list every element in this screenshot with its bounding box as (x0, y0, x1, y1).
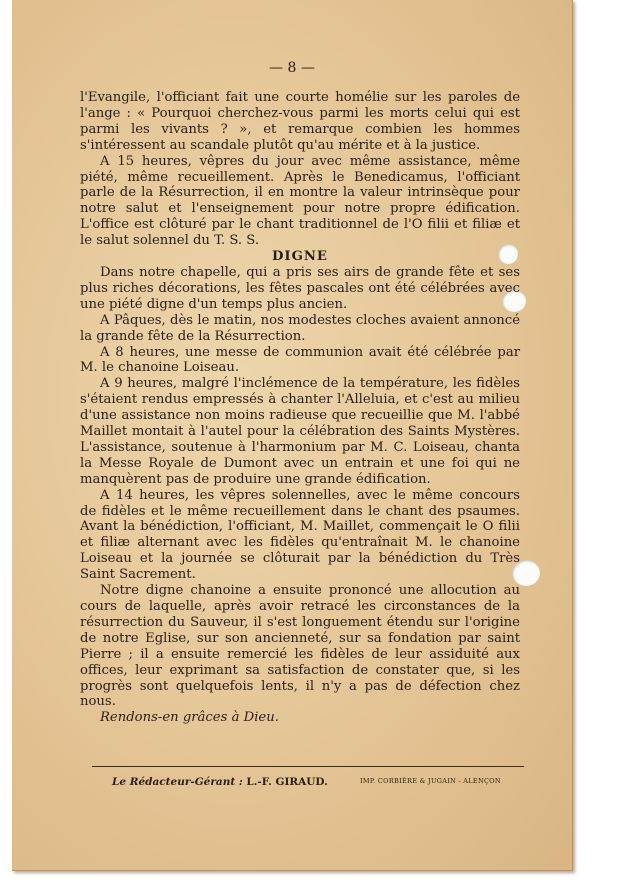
paragraph: Notre digne chanoine a ensuite prononcé une allocution au cours de laquelle, après avoir retracé les circonstances de la résurrection du Sauveur, il s'est longuement étendu sur l'origine de notre Eglise, sur son ancienneté, sur sa fondation par saint Pierre ; il a ensuite remercié les fidèles de leur assiduité aux offices, leur exprimant sa satisfaction de constater que, si les progrès sont quelquefois lents, il n'y a pas de défection chez nous. (80, 583, 520, 710)
paragraph: A Pâques, dès le matin, nos modestes cloches avaient annoncé la grande fête de la Résurrection. (80, 312, 520, 344)
editor-name: L.-F. GIRAUD. (246, 776, 328, 788)
section-heading: DIGNE (272, 249, 328, 265)
paragraph: Dans notre chapelle, qui a pris ses airs de grande fête et ses plus riches décorations, les fêtes pascales ont été célébrées avec une piété digne d'un temps plus ancien. (80, 264, 520, 312)
paragraph: A 15 heures, vêpres du jour avec même assistance, même piété, même recueillement. Après le Benedicamus, l'officiant parle de la Résurrection, il en montre la valeur intrinsèque pour notre salut et l'enseignement pour notre propre édification. L'office est clôturé par le chant traditionnel de l'O filii et filiæ et le salut solennel du T. S. S. (80, 153, 520, 249)
closing-line: Rendons-en grâces à Dieu. (100, 710, 279, 726)
paragraph: l'Evangile, l'officiant fait une courte homélie sur les paroles de l'ange : « Pourquoi cherchez-vous parmi les morts celui qui est parmi les vivants ? », et remarque combien les hommes s'intéressent au scandale plutôt qu'au mérite et à la justice. (80, 90, 520, 153)
page-number: — 8 — (269, 60, 315, 76)
paragraph: A 8 heures, une messe de communion avait été célébrée par M. le chanoine Loiseau. (80, 344, 520, 376)
paragraph: A 14 heures, les vêpres solennelles, avec le même concours de fidèles et le même recueillement dans le chant des psaumes. Avant la bénédiction, l'officiant, M. Maillet, commençait le O filii et filiæ alternant avec les fidèles qu'entraînait M. le chanoine Loiseau et la journée se clôturait par la bénédiction du Très Saint Sacrement. (80, 487, 520, 583)
footer-editor (112, 776, 328, 788)
footer-divider (92, 766, 524, 767)
paragraph: A 9 heures, malgré l'inclémence de la température, les fidèles s'étaient rendus empressés à chanter l'Alleluia, et c'est au milieu d'une assistance non moins radieuse que recueillie que M. l'abbé Maillet montait à l'autel pour la célébration des Saints Mystères. L'assistance, soutenue à l'harmonium par M. C. Loiseau, chanta la Messe Royale de Dumont avec un entrain et une foi qui ne manquèrent pas de produire une grande édification. (80, 376, 520, 487)
editor-role: Le Rédacteur-Gérant : (112, 776, 243, 788)
document-page (12, 0, 573, 871)
printer-imprint: IMP. CORBIÈRE & JUGAIN - ALENÇON (360, 777, 501, 785)
article-body (80, 90, 520, 726)
